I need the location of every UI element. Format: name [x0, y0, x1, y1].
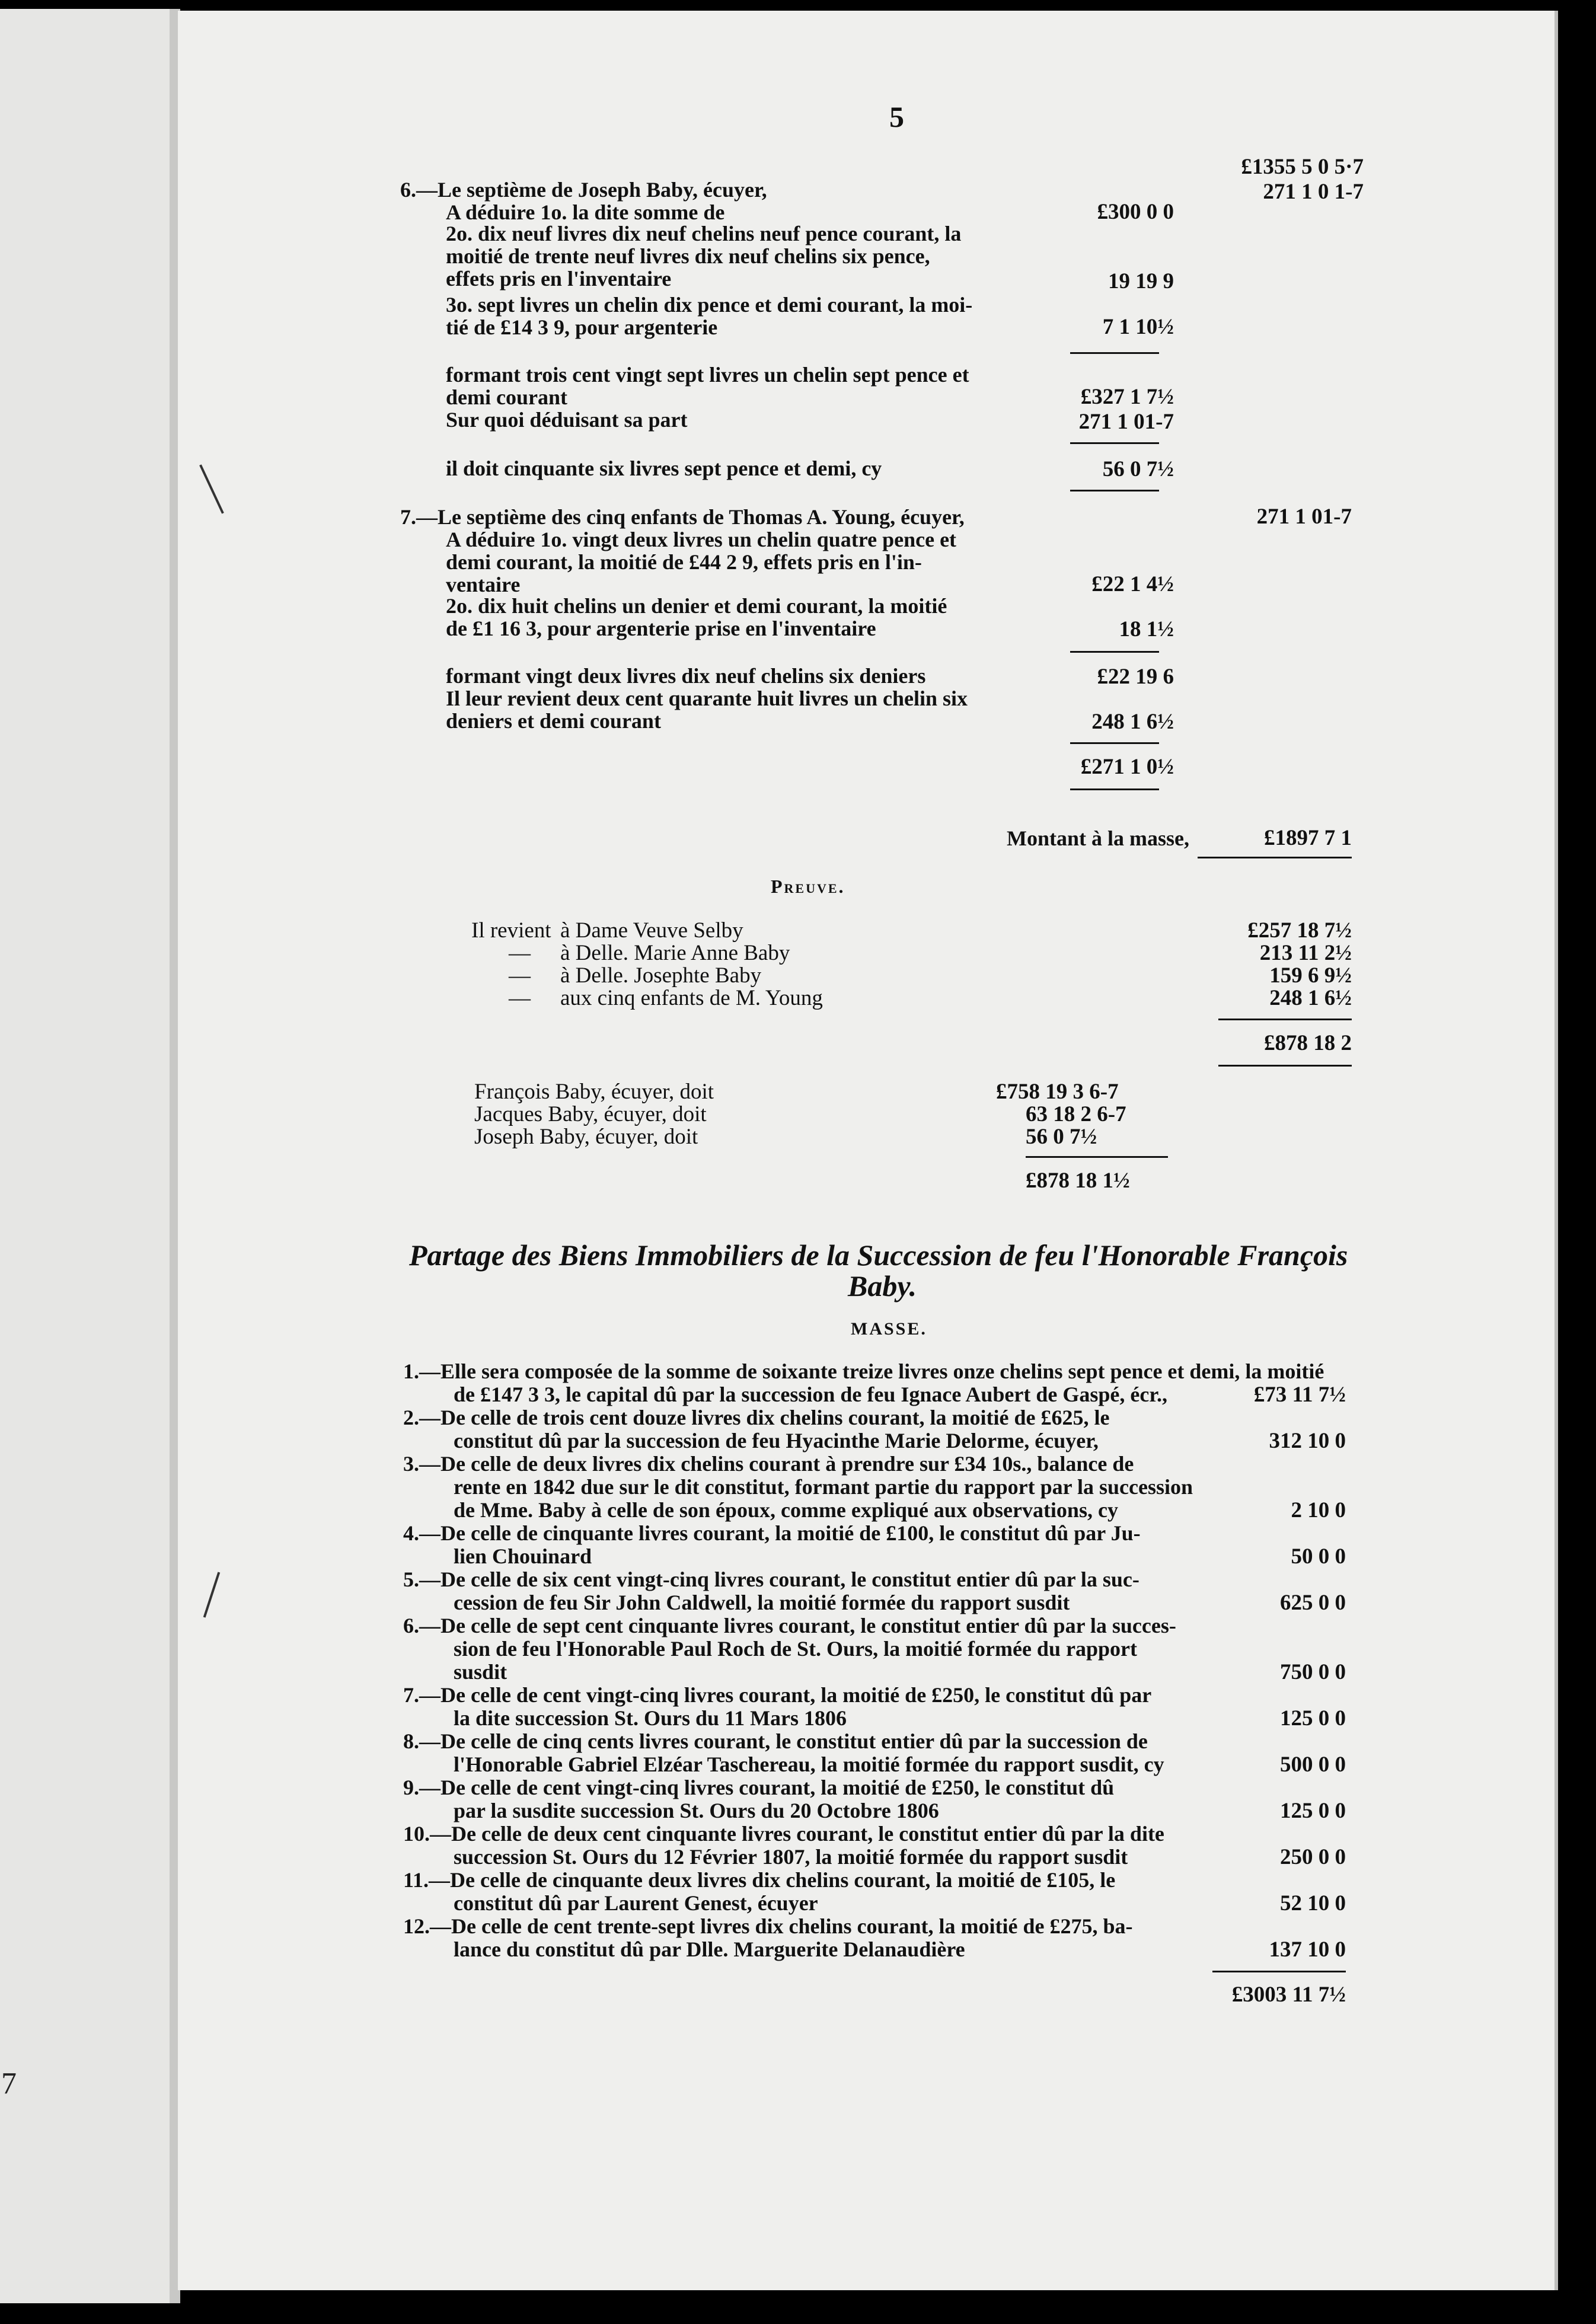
masse-item-amount: 125 0 0 — [1280, 1706, 1346, 1731]
debtor-name: Joseph Baby, écuyer, doit — [474, 1125, 698, 1149]
masse-item-amount: 250 0 0 — [1280, 1845, 1346, 1869]
preuve-row-text: aux cinq enfants de M. Young — [560, 986, 823, 1010]
section-6-line: demi courant — [446, 385, 567, 409]
section-7-amount: 248 1 6½ — [1091, 710, 1174, 734]
section-7-amount: 18 1½ — [1119, 617, 1174, 641]
facing-page-fragment: 7 — [1, 2067, 17, 2100]
section-6-amount: £300 0 0 — [1097, 200, 1174, 224]
section-7-line: formant vingt deux livres dix neuf chelins six deniers — [446, 664, 926, 688]
section-7-share: 271 1 01-7 — [1256, 505, 1352, 529]
preuve-row-amount: 159 6 9½ — [1269, 963, 1352, 988]
montant-label: Montant à la masse, — [1007, 826, 1189, 850]
section-6-line: formant trois cent vingt sept livres un chelin sept pence et — [446, 363, 969, 387]
sum-rule — [1070, 651, 1159, 653]
section-6-line: 3o. sept livres un chelin dix pence et demi courant, la moi- — [446, 293, 973, 317]
masse-item-text: la dite succession St. Ours du 11 Mars 1806 — [454, 1706, 847, 1730]
sum-rule — [1070, 788, 1159, 790]
section-6-line: 2o. dix neuf livres dix neuf chelins neuf pence courant, la — [446, 222, 962, 245]
sum-rule — [1026, 1156, 1168, 1158]
masse-item-amount: 625 0 0 — [1280, 1591, 1346, 1615]
section-6-line: effets pris en l'inventaire — [446, 267, 672, 290]
preuve-row-amount: 248 1 6½ — [1269, 986, 1352, 1010]
debtor-amount: 63 18 2 6-7 — [1026, 1102, 1126, 1126]
masse-item-amount: 2 10 0 — [1291, 1498, 1346, 1522]
section-6-title: 6.—Le septième de Joseph Baby, écuyer, — [400, 178, 767, 202]
debtors-total: £878 18 1½ — [1026, 1169, 1130, 1193]
section-7-line: deniers et demi courant — [446, 709, 661, 733]
masse-item-amount: £73 11 7½ — [1253, 1383, 1346, 1407]
section-6-amount: 271 1 01-7 — [1078, 410, 1174, 434]
preuve-prefix: — — [509, 963, 531, 988]
masse-total: £3003 11 7½ — [1231, 1983, 1346, 2007]
section-7-line: A déduire 1o. vingt deux livres un chelin quatre pence et — [446, 528, 957, 551]
section-6-amount: 56 0 7½ — [1102, 457, 1174, 481]
masse-item-amount: 312 10 0 — [1269, 1429, 1346, 1453]
section-7-line: demi courant, la moitié de £44 2 9, effets pris en l'in- — [446, 550, 922, 574]
section-6-line: tié de £14 3 9, pour argenterie — [446, 315, 718, 339]
masse-item-text: par la susdite succession St. Ours du 20 Octobre 1806 — [454, 1799, 939, 1822]
masse-item-text: 7.—De celle de cent vingt-cinq livres courant, la moitié de £250, le constitut dû par — [403, 1683, 1152, 1707]
masse-item-text: rente en 1842 due sur le dit constitut, formant partie du rapport par la succession — [454, 1475, 1193, 1499]
debtor-name: Jacques Baby, écuyer, doit — [474, 1102, 707, 1126]
preuve-prefix: Il revient — [471, 918, 551, 943]
section-6-amount: £327 1 7½ — [1080, 385, 1174, 409]
section-7-line: Il leur revient deux cent quarante huit livres un chelin six — [446, 687, 968, 710]
section-6-amount: 19 19 9 — [1108, 269, 1174, 293]
section-7-title: 7.—Le septième des cinq enfants de Thomas A. Young, écuyer, — [400, 505, 965, 529]
sum-rule — [1070, 352, 1159, 354]
masse-item-text: 11.—De celle de cinquante deux livres dix chelins courant, la moitié de £105, le — [403, 1868, 1116, 1892]
montant-rule — [1198, 857, 1352, 858]
preuve-row-amount: 213 11 2½ — [1259, 941, 1352, 965]
masse-item-text: de £147 3 3, le capital dû par la succession de feu Ignace Aubert de Gaspé, écr., — [454, 1383, 1167, 1406]
masse-item-amount: 500 0 0 — [1280, 1752, 1346, 1777]
preuve-prefix: — — [509, 941, 531, 965]
masse-total-rule — [1212, 1971, 1346, 1972]
montant-amount: £1897 7 1 — [1264, 826, 1352, 850]
carried-total-share: 271 1 0 1-7 — [1263, 180, 1364, 204]
section-7-amount: £22 19 6 — [1097, 665, 1174, 689]
section-7-amount: £271 1 0½ — [1080, 755, 1174, 779]
masse-item-amount: 125 0 0 — [1280, 1799, 1346, 1823]
section-6-line: moitié de trente neuf livres dix neuf chelins six pence, — [446, 244, 930, 268]
masse-item-text: 3.—De celle de deux livres dix chelins courant à prendre sur £34 10s., balance de — [403, 1452, 1134, 1476]
masse-heading: MASSE. — [851, 1319, 927, 1339]
section-6-amount: 7 1 10½ — [1102, 315, 1174, 339]
debtor-amount: 56 0 7½ — [1026, 1125, 1097, 1149]
sum-rule — [1070, 742, 1159, 744]
page-number: 5 — [889, 100, 904, 133]
masse-item-amount: 750 0 0 — [1280, 1660, 1346, 1684]
masse-item-text: l'Honorable Gabriel Elzéar Taschereau, la moitié formée du rapport susdit, cy — [454, 1752, 1164, 1776]
debtor-name: François Baby, écuyer, doit — [474, 1080, 714, 1104]
masse-item-text: 4.—De celle de cinquante livres courant, la moitié de £100, le constitut dû par Ju- — [403, 1521, 1141, 1545]
masse-item-text: 9.—De celle de cent vingt-cinq livres courant, la moitié de £250, le constitut dû — [403, 1776, 1115, 1799]
masse-item-text: constitut dû par Laurent Genest, écuyer — [454, 1891, 818, 1915]
section-6-line: il doit cinquante six livres sept pence et demi, cy — [446, 456, 882, 480]
section-7-line: 2o. dix huit chelins un denier et demi courant, la moitié — [446, 594, 947, 618]
sum-rule — [1070, 490, 1159, 491]
preuve-title: Preuve. — [771, 876, 845, 897]
masse-item-text: lance du constitut dû par Dlle. Marguerite Delanaudière — [454, 1937, 965, 1961]
partage-heading: Partage des Biens Immobiliers de la Succession de feu l'Honorable François — [409, 1238, 1348, 1272]
masse-item-text: 2.—De celle de trois cent douze livres dix chelins courant, la moitié de £625, le — [403, 1406, 1110, 1429]
masse-item-text: cession de feu Sir John Caldwell, la moitié formée du rapport susdit — [454, 1591, 1070, 1614]
debtor-amount: £758 19 3 6-7 — [996, 1080, 1119, 1104]
sum-rule — [1070, 442, 1159, 444]
masse-item-text: 10.—De celle de deux cent cinquante livres courant, le constitut entier dû par la dite — [403, 1822, 1164, 1846]
masse-item-text: 1.—Elle sera composée de la somme de soixante treize livres onze chelins sept pence et demi, la moitié — [403, 1359, 1324, 1383]
section-6-line: Sur quoi déduisant sa part — [446, 408, 688, 432]
section-7-line: ventaire — [446, 573, 521, 596]
preuve-prefix: — — [509, 986, 531, 1010]
masse-item-text: constitut dû par la succession de feu Hyacinthe Marie Delorme, écuyer, — [454, 1429, 1099, 1452]
masse-item-text: de Mme. Baby à celle de son époux, comme expliqué aux observations, cy — [454, 1498, 1118, 1522]
preuve-row-amount: £257 18 7½ — [1247, 918, 1352, 943]
masse-item-amount: 50 0 0 — [1291, 1544, 1346, 1569]
preuve-row-text: à Delle. Josephte Baby — [560, 963, 762, 988]
partage-heading-cont: Baby. — [848, 1269, 917, 1303]
masse-item-text: 6.—De celle de sept cent cinquante livres courant, le constitut entier dû par la succes- — [403, 1614, 1176, 1637]
masse-item-text: susdit — [454, 1660, 507, 1684]
preuve-total: £878 18 2 — [1264, 1031, 1352, 1055]
masse-item-text: 8.—De celle de cinq cents livres courant, le constitut entier dû par la succession de — [403, 1729, 1148, 1753]
section-6-line: A déduire 1o. la dite somme de — [446, 200, 725, 224]
masse-item-amount: 137 10 0 — [1269, 1937, 1346, 1962]
sum-rule — [1218, 1065, 1352, 1067]
masse-item-amount: 52 10 0 — [1280, 1891, 1346, 1916]
masse-item-text: 5.—De celle de six cent vingt-cinq livres courant, le constitut entier dû par la suc- — [403, 1568, 1139, 1591]
masse-item-text: 12.—De celle de cent trente-sept livres dix chelins courant, la moitié de £275, ba- — [403, 1914, 1133, 1938]
masse-item-text: succession St. Ours du 12 Février 1807, la moitié formée du rapport susdit — [454, 1845, 1128, 1869]
section-7-line: de £1 16 3, pour argenterie prise en l'inventaire — [446, 617, 876, 640]
section-7-amount: £22 1 4½ — [1091, 572, 1174, 596]
masse-item-text: sion de feu l'Honorable Paul Roch de St. Ours, la moitié formée du rapport — [454, 1637, 1137, 1661]
masse-item-text: lien Chouinard — [454, 1544, 592, 1568]
carried-total-amount: £1355 5 0 5·7 — [1241, 155, 1364, 179]
preuve-row-text: à Dame Veuve Selby — [560, 918, 743, 943]
preuve-row-text: à Delle. Marie Anne Baby — [560, 941, 790, 965]
sum-rule — [1218, 1019, 1352, 1020]
